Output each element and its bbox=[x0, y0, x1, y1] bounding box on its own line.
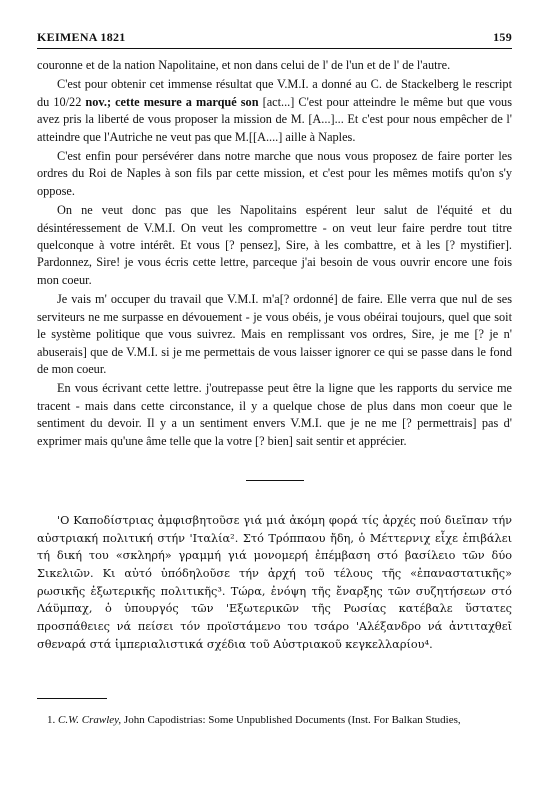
footnote-1 bbox=[37, 713, 512, 727]
paragraph-2 bbox=[37, 76, 512, 146]
page-number: 159 bbox=[493, 30, 512, 44]
french-letter-text bbox=[37, 57, 512, 450]
paragraph-2-end: [act...] C'est pour atteindre le même but que vous avez pris la liberté de vous proposer la mission de M. [A...]... Et c'est pour nous empêcher de l' atteindre que l'Autriche ne veut pas que M.[[A....] aille à Naples. bbox=[37, 94, 512, 144]
running-title: KEIMENA 1821 bbox=[37, 30, 126, 44]
footnote-divider bbox=[37, 698, 107, 699]
paragraph-2-bold: nov.; cette mesure a marqué son bbox=[85, 94, 259, 109]
footnote-author: C.W. Crawley, bbox=[58, 713, 122, 726]
footnote-text: John Capodistrias: Some Unpublished Documents (Inst. For Balkan Studies, bbox=[121, 713, 461, 726]
paragraph-6: En vous écrivant cette lettre. j'outrepasse peut être la ligne que les rapports du service me tracent - mais dans cette circonstance, il y a quelque chose de plus dans mon coeur que le sentiment du devoir. Il y a un sentiment envers V.M.I. que je ne me [? permettrais] pas d' exprimer mais qu'une âme telle que la votre [? bien] sait sentir et apprécier. bbox=[37, 381, 512, 448]
footnote-marker: 1. bbox=[47, 713, 56, 726]
section-divider bbox=[246, 480, 304, 481]
paragraph-5: Je vais m' occuper du travail que V.M.I. m'a[? ordonné] de faire. Elle verra que nul de ses serviteurs ne me surpasse en dévouement - je vous obéis, je vous obéirai toujours, quel que soit le système politique que vous suivrez. Mais en remplissant vos ordres, Sire, je me [? je n' abuserais] que de V.M.I. si je me permettais de vous laisser ignorer ce qui se passe dans le fond de mon coeur. bbox=[37, 292, 512, 376]
paragraph-4: On ne veut donc pas que les Napolitains espérent leur salut de l'équité et du désintéressement de V.M.I. On veut les compromettre - on veut leur faire perdre tout titre quelconque à votre intérêt. Et vous [? pensez], Sire, à les combattre, et à les [? mystifier]. Pardonnez, Sire! je vous écris cette lettre, parceque j'ai besoin de vous ouvrir encore une fois mon coeur. bbox=[37, 203, 512, 287]
running-header bbox=[37, 30, 512, 49]
book-page bbox=[37, 30, 512, 727]
paragraph-1: couronne et de la nation Napolitaine, et non dans celui de l' de l'un et de l' de l'autre. bbox=[37, 58, 451, 72]
paragraph-2-start: C'est pour obtenir cet immense résultat que V.M.I. a donné au C. de Stackelberg le rescript du 10/22 bbox=[37, 77, 512, 109]
greek-commentary bbox=[37, 512, 512, 654]
greek-paragraph: 'Ο Καποδίστριας ἀμφισβητοῦσε γιά μιά ἀκόμη φορά τίς ἀρχές πού διεῖπαν τήν αὐστριακή πολιτική στήν 'Ιταλία². Στό Τρόππαου ἤδη, ὁ Μέττερνιχ εἶχε ἐπιβάλει τή δική του «σκληρή» γραμμή γιά μονομερή ἐπέμβαση στό βασίλειο τῶν δύο Σικελιῶν. Κι αὐτό ὑπόδηλοῦσε τήν ἀρχή τοῦ τέλους τῆς «ἐπαναστατικῆς» ρωσικῆς ἐξωτερικῆς πολιτικῆς³. Τώρα, ἐνόψη τῆς ἔναρξης τῶν συζητήσεων στό Λάϋμπαχ, ὁ ὑπουργός τῶν 'Εξωτερικῶν τῆς Ρωσίας κατέβαλε ὕστατες προσπάθειες νά πείσει τόν προϊστάμενο του τσάρο 'Αλέξανδρο νά ἀντιταχθεῖ σθεναρά στά ἰμπεριαλιστικά σχέδια τοῦ Αὐστριακοῦ κεγκελλαρίου⁴. bbox=[37, 513, 512, 651]
paragraph-3: C'est enfin pour persévérer dans notre marche que nous vous proposez de faire porter les ordres du Roi de Naples à son fils par cette mission, et c'est pour les mêmes motifs qu'on s'y oppose. bbox=[37, 149, 512, 198]
